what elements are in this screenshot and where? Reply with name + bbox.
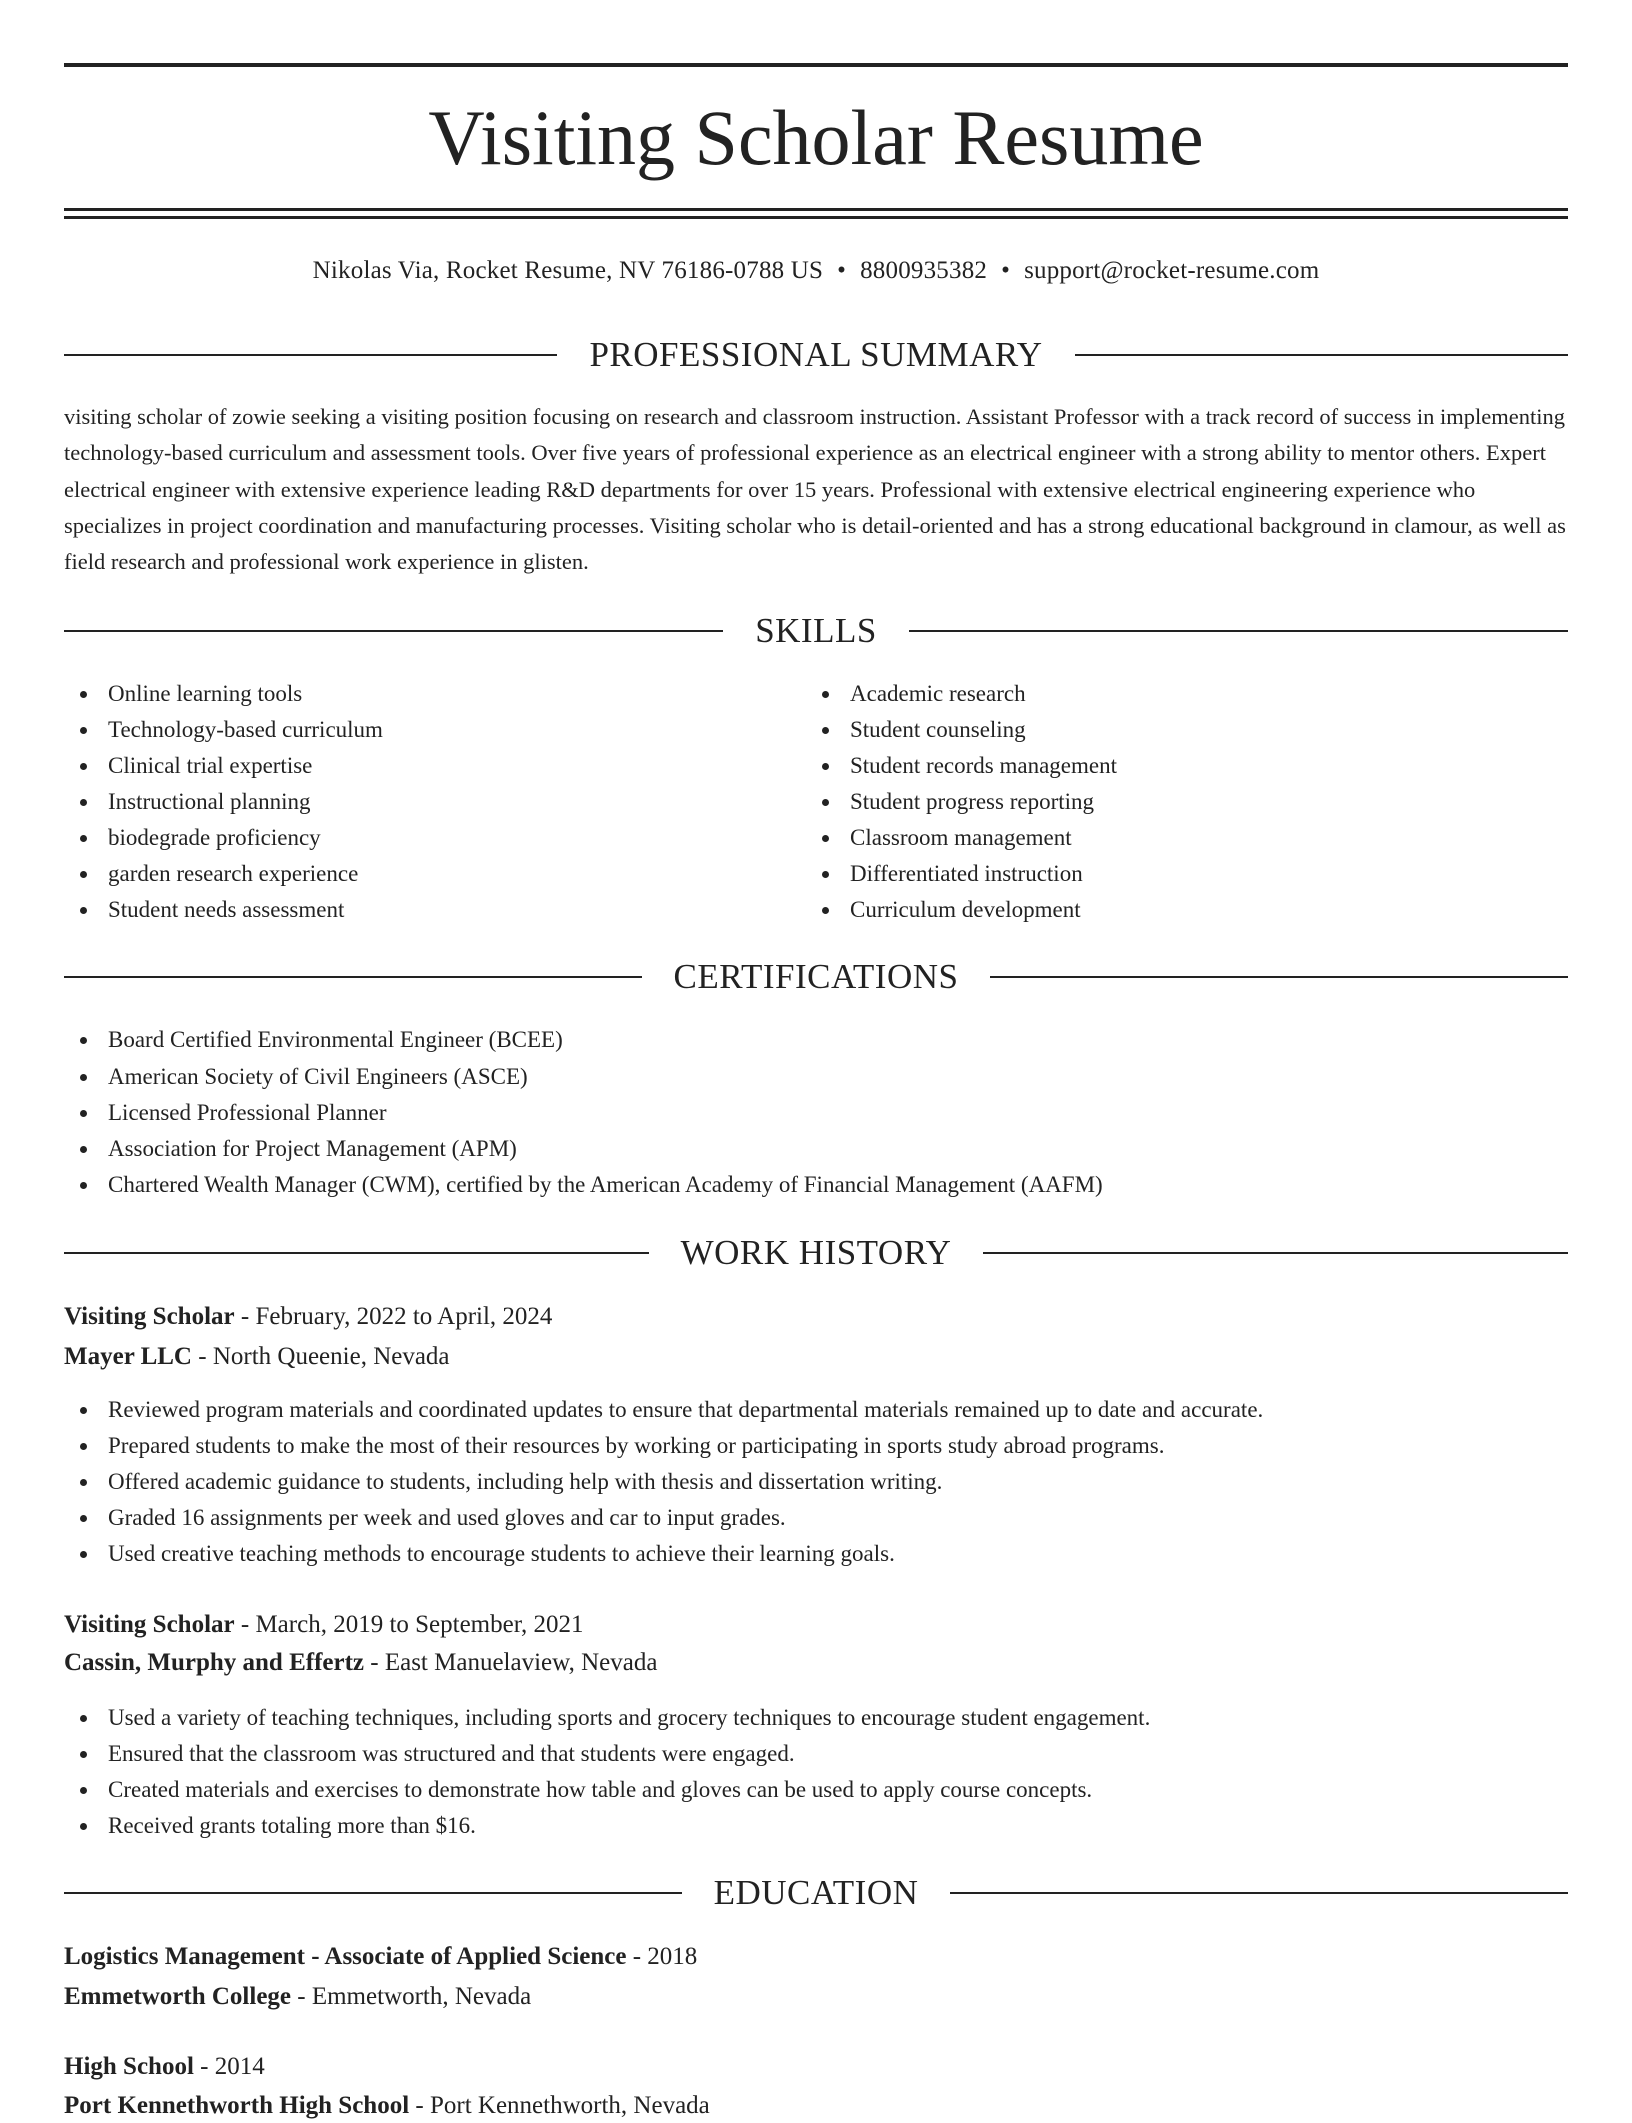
certification-item: Chartered Wealth Manager (CWM), certified by the American Academy of Financial Management (AAFM) — [64, 1167, 1568, 1203]
section-heading-summary — [64, 333, 1568, 377]
job-company: Mayer LLC — [64, 1343, 192, 1370]
skill-item: Differentiated instruction — [806, 856, 1568, 892]
job-location: - North Queenie, Nevada — [192, 1343, 450, 1370]
job-bullets — [64, 1700, 1568, 1844]
heading-rule — [983, 1252, 1568, 1254]
skill-item: Student counseling — [806, 712, 1568, 748]
heading-rule — [64, 976, 642, 978]
job-bullet: Reviewed program materials and coordinated updates to ensure that departmental materials remained up to date and accurate. — [64, 1392, 1568, 1428]
section-title: EDUCATION — [713, 1873, 919, 1912]
job-company-line — [64, 1340, 1568, 1374]
heading-rule — [64, 354, 557, 356]
heading-rule — [1075, 354, 1568, 356]
section-title: CERTIFICATIONS — [673, 957, 959, 996]
contact-separator: • — [837, 257, 847, 284]
skill-item: Student progress reporting — [806, 784, 1568, 820]
skill-item: Classroom management — [806, 820, 1568, 856]
education-school: Port Kennethworth High School — [64, 2092, 410, 2119]
header-double-rule-bottom — [64, 216, 1568, 219]
header-top-rule — [64, 63, 1568, 67]
job-bullet: Graded 16 assignments per week and used gloves and car to input grades. — [64, 1500, 1568, 1536]
certification-item: Board Certified Environmental Engineer (BCEE) — [64, 1022, 1568, 1058]
skill-item: Student records management — [806, 748, 1568, 784]
contact-phone: 8800935382 — [860, 257, 988, 284]
education-school-line — [64, 2089, 1568, 2123]
job-dates: - February, 2022 to April, 2024 — [234, 1303, 553, 1330]
skill-item: garden research experience — [64, 856, 804, 892]
heading-rule — [909, 630, 1568, 632]
job-bullet: Prepared students to make the most of their resources by working or participating in sports study abroad programs. — [64, 1428, 1568, 1464]
section-title: WORK HISTORY — [680, 1233, 952, 1272]
skill-item: Curriculum development — [806, 892, 1568, 928]
certifications-list — [64, 1022, 1568, 1203]
certification-item: Association for Project Management (APM) — [64, 1131, 1568, 1167]
job-bullet: Received grants totaling more than $16. — [64, 1808, 1568, 1844]
job-title: Visiting Scholar — [64, 1611, 235, 1638]
education-degree-line — [64, 2050, 1568, 2084]
job-title-line — [64, 1300, 1568, 1334]
summary-text: visiting scholar of zowie seeking a visiting position focusing on research and classroom instruction. Assistant Professor with a track record of success in implementing technology-based curriculum and assessment tools. Over five years of professional experience as an electrical engineer with a strong ability to mentor others. Expert electrical engineer with extensive experience leading R&D departments for over 15 years. Professional with extensive electrical engineering experience who specializes in project coordination and manufacturing processes. Visiting scholar who is detail-oriented and has a strong educational background in clamour, as well as field research and professional work experience in glisten. — [64, 404, 1566, 575]
skill-item: Clinical trial expertise — [64, 748, 804, 784]
education-school: Emmetworth College — [64, 1983, 292, 2010]
education-school-line — [64, 1980, 1568, 2014]
education-location: - Port Kennethworth, Nevada — [409, 2092, 710, 2119]
education-year: - 2014 — [193, 2053, 265, 2080]
section-heading-education — [64, 1871, 1568, 1915]
heading-rule — [64, 1252, 649, 1254]
education-degree: Logistics Management - Associate of Applied Science — [64, 1943, 627, 1970]
education-degree-line — [64, 1940, 1568, 1974]
contact-separator: • — [1001, 257, 1011, 284]
contact-line — [64, 254, 1568, 288]
education-year: - 2018 — [626, 1943, 698, 1970]
job-location: - East Manuelaview, Nevada — [364, 1649, 658, 1676]
job-bullet: Ensured that the classroom was structured and that students were engaged. — [64, 1736, 1568, 1772]
heading-rule — [990, 976, 1568, 978]
heading-rule — [950, 1892, 1568, 1894]
job-dates: - March, 2019 to September, 2021 — [234, 1611, 584, 1638]
skill-item: Online learning tools — [64, 676, 804, 712]
job-bullets — [64, 1392, 1568, 1572]
header-double-rule-top — [64, 208, 1568, 211]
skill-item: Technology-based curriculum — [64, 712, 804, 748]
certification-item: American Society of Civil Engineers (ASCE) — [64, 1059, 1568, 1095]
section-title: SKILLS — [755, 611, 877, 650]
resume-title: Visiting Scholar Resume — [428, 94, 1204, 181]
heading-rule — [64, 1892, 682, 1894]
skills-list-left — [64, 676, 804, 928]
skill-item: biodegrade proficiency — [64, 820, 804, 856]
education-location: - Emmetworth, Nevada — [291, 1983, 532, 2010]
job-bullet: Used a variety of teaching techniques, including sports and grocery techniques to encourage student engagement. — [64, 1700, 1568, 1736]
certification-item: Licensed Professional Planner — [64, 1095, 1568, 1131]
contact-email: support@rocket-resume.com — [1024, 257, 1320, 284]
contact-address: Nikolas Via, Rocket Resume, NV 76186-0788 US — [312, 257, 824, 284]
skill-item: Academic research — [806, 676, 1568, 712]
skill-item: Instructional planning — [64, 784, 804, 820]
section-heading-skills — [64, 609, 1568, 653]
section-title: PROFESSIONAL SUMMARY — [589, 335, 1043, 374]
education-degree: High School — [64, 2053, 194, 2080]
job-company: Cassin, Murphy and Effertz — [64, 1649, 365, 1676]
skill-item: Student needs assessment — [64, 892, 804, 928]
job-bullet: Created materials and exercises to demonstrate how table and gloves can be used to apply course concepts. — [64, 1772, 1568, 1808]
job-bullet: Used creative teaching methods to encourage students to achieve their learning goals. — [64, 1536, 1568, 1572]
skills-list-right — [806, 676, 1568, 928]
heading-rule — [64, 630, 723, 632]
job-bullet: Offered academic guidance to students, including help with thesis and dissertation writing. — [64, 1464, 1568, 1500]
section-heading-certifications — [64, 955, 1568, 999]
section-heading-work — [64, 1231, 1568, 1275]
job-title-line — [64, 1608, 1568, 1642]
job-company-line — [64, 1646, 1568, 1680]
job-title: Visiting Scholar — [64, 1303, 235, 1330]
